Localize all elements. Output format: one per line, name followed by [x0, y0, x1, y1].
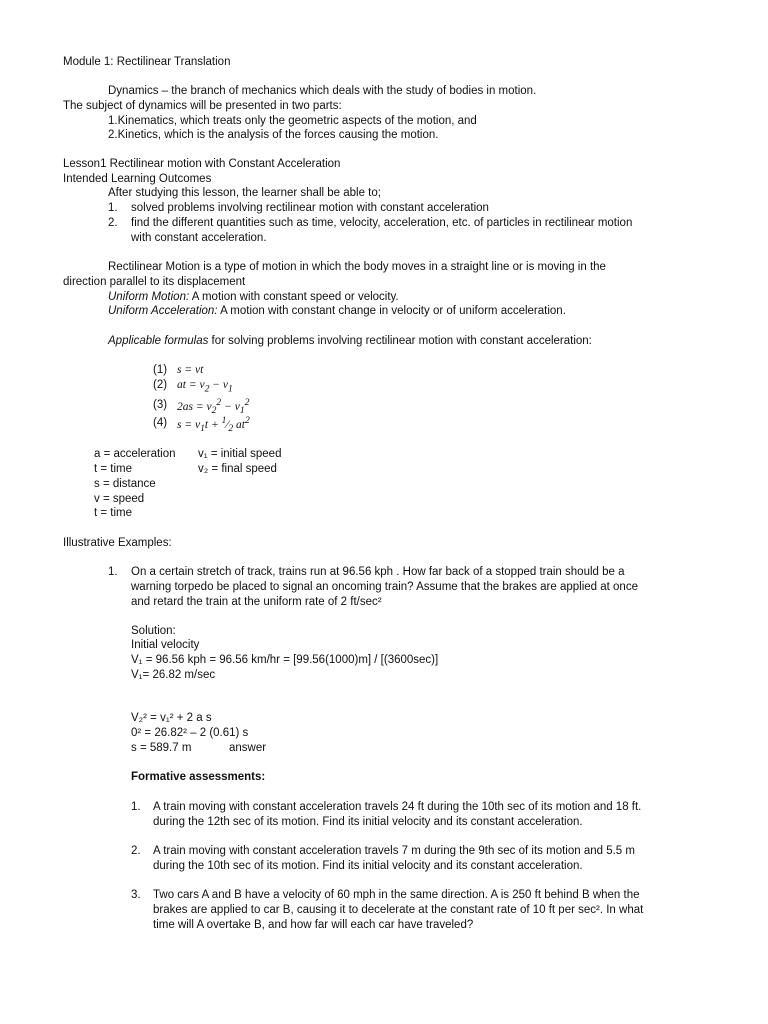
assessment-text: time will A overtake B, and how far will each car have traveled? — [153, 919, 474, 931]
example-text: and retard the train at the uniform rate of 2 ft/sec² — [131, 596, 382, 608]
examples-title: Illustrative Examples: — [63, 537, 172, 549]
example-text: On a certain stretch of track, trains run at 96.56 kph . How far back of a stopped train should be a — [131, 566, 625, 578]
solution-line: Initial velocity — [131, 639, 200, 651]
part-item: 1.Kinematics, which treats only the geometric aspects of the motion, and — [108, 115, 477, 127]
formulas-intro-text: for solving problems involving rectilinear motion with constant acceleration: — [208, 335, 592, 347]
intro-dynamics: Dynamics – the branch of mechanics which deals with the study of bodies in motion. — [108, 85, 537, 97]
uniform-motion-term: Uniform Motion: — [108, 291, 190, 303]
formative-title: Formative assessments: — [131, 771, 266, 783]
formula-number: (2) — [153, 379, 168, 391]
ilo-item-number: 2. — [108, 217, 118, 229]
legend-item: s = distance — [94, 478, 156, 490]
assessment-text: during the 10th sec of its motion. Find its initial velocity and its constant acceleration. — [153, 860, 583, 872]
formula-number: (4) — [153, 417, 168, 429]
ilo-item-text: with constant acceleration. — [131, 232, 267, 244]
work-line: s = 589.7 m — [131, 742, 192, 754]
formulas-intro — [108, 334, 592, 348]
legend-item: v₁ = initial speed — [198, 448, 282, 460]
legend-item: a = acceleration — [94, 448, 176, 460]
work-line: V₂² = v₁² + 2 a s — [131, 712, 212, 724]
formula-3: $2as = v_2^2 - v_1^2$ — [177, 397, 250, 417]
legend-item: t = time — [94, 463, 133, 475]
work-line: 0² = 26.82² – 2 (0.61) s — [131, 727, 249, 739]
solution-line: V₁ = 96.56 kph = 96.56 km/hr = [99.56(1000)m] / [(3600sec)] — [131, 654, 439, 666]
assessment-number: 1. — [131, 801, 141, 813]
ilo-item-text: solved problems involving rectilinear motion with constant acceleration — [131, 202, 489, 214]
ilo-title: Intended Learning Outcomes — [63, 173, 212, 185]
formula-4: $s = v_1t$ + $^1⁄_2$ $at^2$ — [177, 415, 250, 435]
formulas-term: Applicable formulas — [108, 335, 209, 347]
formula-number: (3) — [153, 399, 168, 411]
part-item: 2.Kinetics, which is the analysis of the forces causing the motion. — [108, 129, 439, 141]
assessment-text: Two cars A and B have a velocity of 60 mph in the same direction. A is 250 ft behind B when the — [153, 889, 640, 901]
ilo-item-text: find the different quantities such as time, velocity, acceleration, etc. of particles in rectilinear motion — [131, 217, 633, 229]
example-text: warning torpedo be placed to signal an oncoming train? Assume that the brakes are applied at once — [131, 581, 638, 593]
assessment-text: brakes are applied to car B, causing it to decelerate at the constant rate of 10 ft per sec². In what — [153, 904, 644, 916]
rectilinear-definition-cont: direction parallel to its displacement — [63, 276, 246, 288]
uniform-motion-text: A motion with constant speed or velocity. — [189, 291, 399, 303]
formula-1: s = vt — [177, 364, 204, 376]
assessment-text: A train moving with constant acceleration travels 24 ft during the 10th sec of its motion and 18 ft. — [153, 801, 642, 813]
assessment-number: 2. — [131, 845, 141, 857]
uniform-motion-definition — [108, 290, 399, 304]
lesson-title: Lesson1 Rectilinear motion with Constant Acceleration — [63, 158, 341, 170]
legend-item: v₂ = final speed — [198, 463, 277, 475]
legend-item: t = time — [94, 507, 133, 519]
solution-label: Solution: — [131, 625, 176, 637]
solution-line: V₁= 26.82 m/sec — [131, 669, 216, 681]
uniform-acceleration-term: Uniform Acceleration: — [108, 305, 218, 317]
ilo-item-number: 1. — [108, 202, 118, 214]
assessment-text: A train moving with constant acceleration travels 7 m during the 9th sec of its motion and 5.5 m — [153, 845, 635, 857]
uniform-acceleration-definition — [108, 304, 566, 318]
module-title: Module 1: Rectilinear Translation — [63, 56, 231, 68]
uniform-acceleration-text: A motion with constant change in velocity or of uniform acceleration. — [217, 305, 566, 317]
intro-parts: The subject of dynamics will be presented in two parts: — [63, 100, 342, 112]
assessment-text: during the 12th sec of its motion. Find its initial velocity and its constant acceleration. — [153, 816, 583, 828]
ilo-intro: After studying this lesson, the learner shall be able to; — [108, 187, 381, 199]
answer-label: answer — [229, 742, 267, 754]
formula-number: (1) — [153, 364, 168, 376]
assessment-number: 3. — [131, 889, 141, 901]
rectilinear-definition: Rectilinear Motion is a type of motion in which the body moves in a straight line or is moving in the — [108, 261, 606, 273]
example-number: 1. — [108, 566, 118, 578]
legend-item: v = speed — [94, 493, 145, 505]
formula-2: at = $v_2 - v_1$ — [177, 379, 233, 395]
